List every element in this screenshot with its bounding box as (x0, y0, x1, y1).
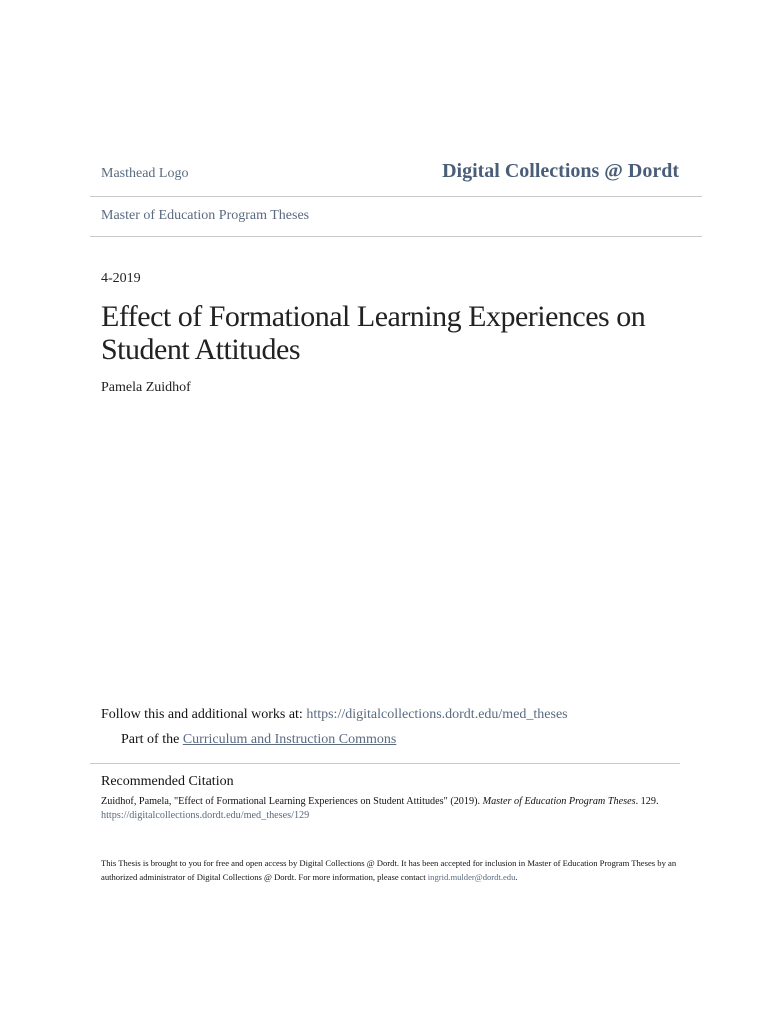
contact-email-link[interactable]: ingrid.mulder@dordt.edu (427, 872, 516, 882)
part-of-label: Part of the (121, 732, 180, 747)
follow-label: Follow this and additional works at: (101, 707, 303, 722)
citation-journal: Master of Education Program Theses (482, 796, 636, 807)
header-divider (90, 236, 702, 237)
citation-divider (90, 763, 680, 764)
citation-text: Zuidhof, Pamela, "Effect of Formational Learning Experiences on Student Attitudes" (2019). (101, 796, 481, 807)
citation-heading: Recommended Citation (101, 774, 234, 789)
collection-url-link[interactable]: https://digitalcollections.dordt.edu/med_theses (306, 707, 568, 722)
access-notice (101, 856, 701, 884)
title-line: Effect of Formational Learning Experiences on (101, 300, 646, 333)
citation-number: 129. (640, 796, 659, 807)
series-link[interactable]: Master of Education Program Theses (101, 208, 310, 223)
author-name: Pamela Zuidhof (101, 380, 191, 395)
publication-date: 4-2019 (101, 271, 141, 286)
part-of-line (121, 732, 396, 748)
document-title (101, 300, 701, 366)
header-divider (90, 196, 702, 197)
commons-link[interactable]: Curriculum and Instruction Commons (182, 732, 397, 747)
notice-text: This Thesis is brought to you for free and open access by Digital Collections @ Dordt. It has been accepted for inclusion in Master of Education Program Theses by an authorized administrator of Digital Collections @ Dordt. For more information, please contact (101, 858, 677, 882)
masthead-logo[interactable]: Masthead Logo (101, 166, 189, 181)
notice-period: . (515, 872, 518, 882)
citation-url-link[interactable]: https://digitalcollections.dordt.edu/med_theses/129 (101, 810, 310, 821)
citation-body: Zuidhof, Pamela, "Effect of Formational Learning Experiences on Student Attitudes" (2019). Master of Education Program Theses. 129. https://digitalcollections.dordt.edu/med_theses/129 (101, 796, 659, 821)
title-line: Student Attitudes (101, 333, 301, 366)
site-title-link[interactable]: Digital Collections @ Dordt (442, 160, 679, 182)
follow-works-line (101, 707, 568, 723)
